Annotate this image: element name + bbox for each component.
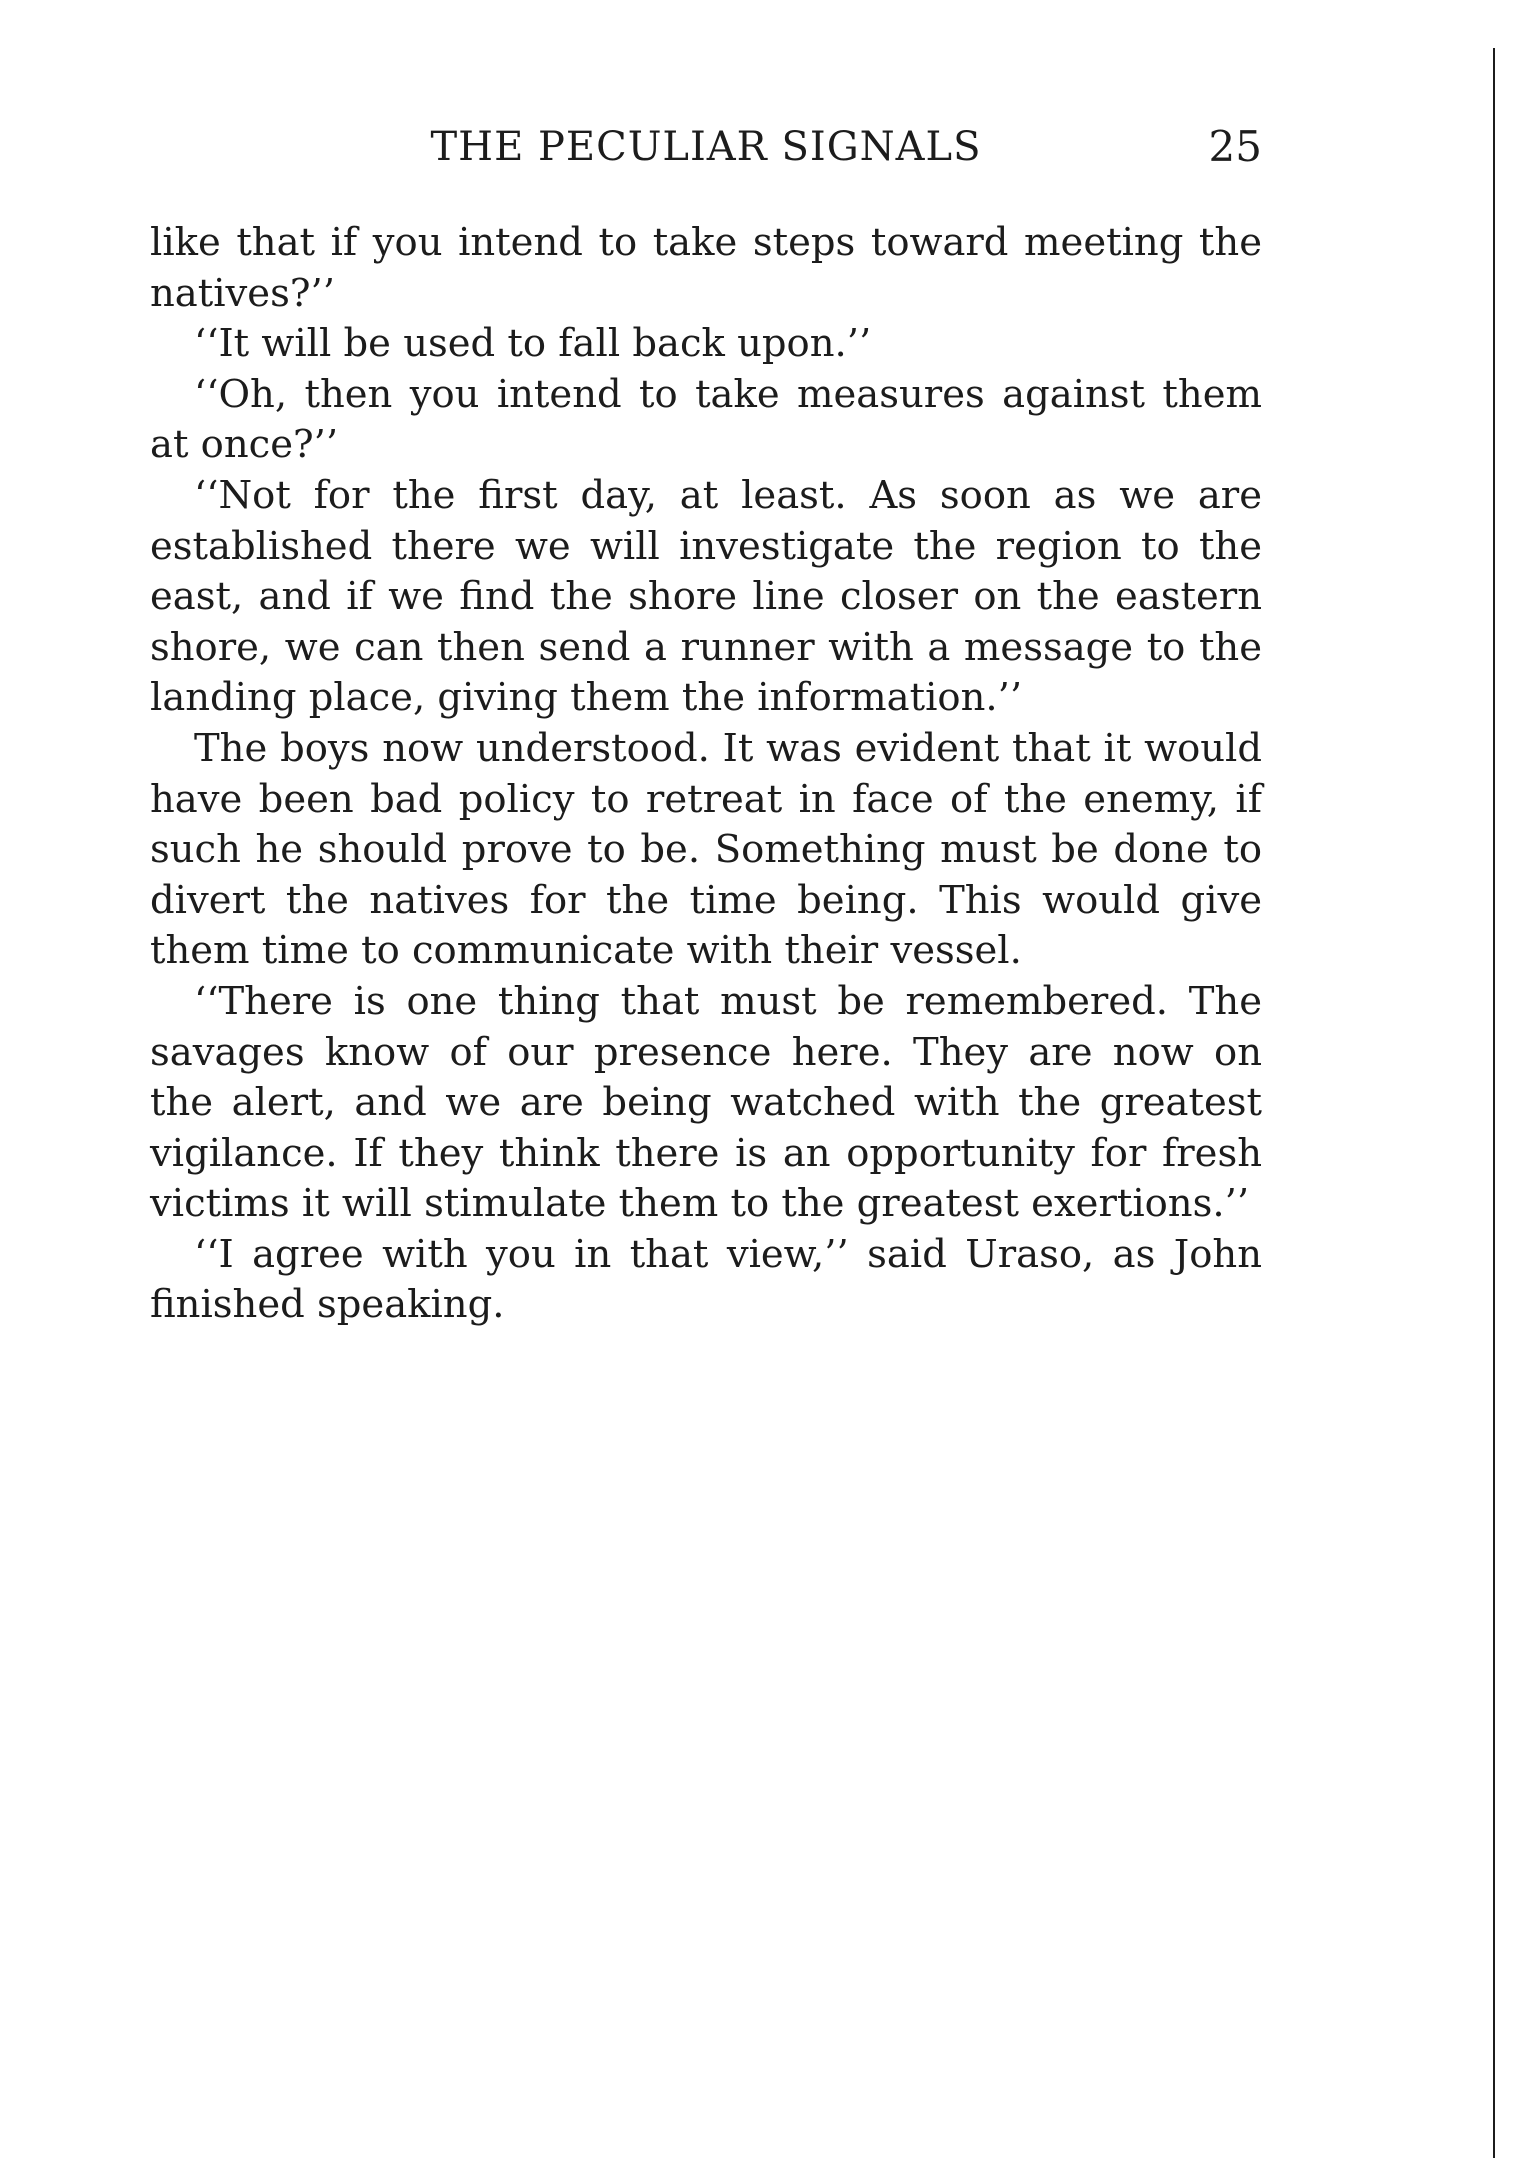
paragraph-2: ‘‘It will be used to fall back upon.’’ <box>194 321 872 367</box>
paragraph-4: ‘‘Not for the first day, at least. As soon as we are established there we will investigate the region to the east, and if we find the shore line closer on the eastern shore, we can then send a runner with a message to the landing place, giving them the information.’’ <box>150 472 1262 721</box>
paragraph-3: ‘‘Oh, then you intend to take measures against them at once?’’ <box>150 371 1262 468</box>
page-number: 25 <box>1208 122 1262 171</box>
paragraph-7: ‘‘I agree with you in that view,’’ said Uraso, as John finished speaking. <box>150 1231 1262 1328</box>
paragraph-1: like that if you intend to take steps toward meeting the natives?’’ <box>150 220 1262 316</box>
running-title: THE PECULIAR SIGNALS <box>430 124 982 170</box>
paragraph-5: The boys now understood. It was evident that it would have been bad policy to retreat in face of the enemy, if such he should prove to be. Something must be done to divert the natives for the time being. This would give them time to communicate with their vessel. <box>150 725 1262 974</box>
page-edge-line <box>1493 48 1495 2158</box>
body-text <box>150 218 1262 1331</box>
paragraph-6: ‘‘There is one thing that must be remembered. The savages know of our presence here. They are now on the alert, and we are being watched with the greatest vigilance. If they think there is an opportunity for fresh victims it will stimulate them to the greatest exertions.’’ <box>150 978 1262 1227</box>
running-head <box>150 116 1262 178</box>
